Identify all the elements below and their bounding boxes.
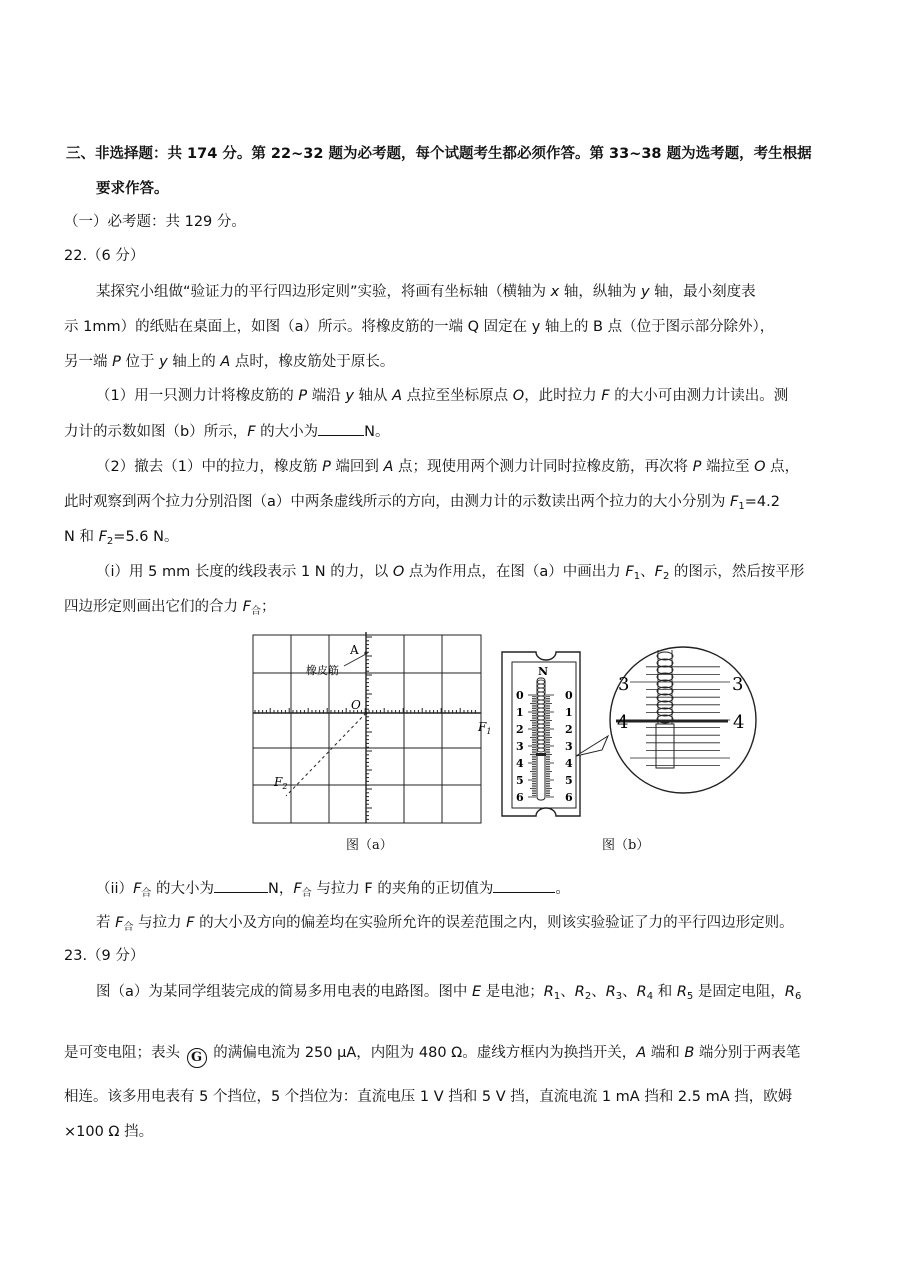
- scale-label-right: 5: [565, 774, 573, 787]
- label-A: A: [350, 643, 359, 657]
- point-O: [364, 711, 367, 714]
- figure-a-caption: 图（a）: [346, 838, 393, 853]
- scale-label-left: 4: [516, 757, 524, 770]
- q22-part2-line2: 此时观察到两个拉力分别沿图（a）中两条虚线所示的方向，由测力计的示数读出两个拉力的大小分别为 $F_1=4.2$: [64, 494, 780, 512]
- q22-part1-line1: （1）用一只测力计将橡皮筋的 P 端沿 y 轴从 A 点拉至坐标原点 O，此时拉力 F 的大小可由测力计读出。测: [96, 388, 789, 404]
- scale-label-left: 1: [516, 706, 524, 719]
- section-heading-line2: 要求作答。: [96, 181, 169, 197]
- spring-coil: [538, 712, 545, 716]
- scale-label-left: 6: [516, 791, 524, 804]
- spring-coil: [538, 700, 545, 704]
- q23-line2: 是可变电阻；表头 G 的满偏电流为 250 μA，内阻为 480 Ω。虚线方框内为换挡开关，A 端和 B 端分别于两表笔: [64, 1040, 800, 1068]
- q22-number: 22.（6 分）: [64, 248, 145, 264]
- q22-part2-line1: （2）撤去（1）中的拉力，橡皮筋 P 端回到 A 点；现使用两个测力计同时拉橡皮筋，再次将 P 端拉至 O 点，: [96, 459, 800, 475]
- spring-coil: [538, 744, 545, 748]
- F2-direction-dashed-line: [286, 713, 366, 796]
- q22-parti-line2: 四边形定则画出它们的合力 $F_合$；: [64, 599, 276, 617]
- q22-conclusion: 若 $F_合$ 与拉力 F 的大小及方向的偏差均在实验所允许的误差范围之内，则该实验验证了力的平行四边形定则。: [96, 915, 794, 933]
- figure-a: [250, 632, 490, 832]
- spring-coil: [538, 708, 545, 712]
- spring-coil: [538, 740, 545, 744]
- scale-label-right: 2: [565, 723, 573, 736]
- q23-number: 23.（9 分）: [64, 948, 145, 964]
- q22-parti-line1: （i）用 5 mm 长度的线段表示 1 N 的力，以 O 点为作用点，在图（a）中画出力 $F_1$、$F_2$ 的图示，然后按平形: [96, 564, 805, 582]
- q22-part1-line2: 力计的示数如图（b）所示，F 的大小为 N。: [64, 421, 390, 442]
- galvanometer-icon: G: [187, 1048, 207, 1068]
- scale-label-right: 4: [565, 757, 573, 770]
- spring-coil: [538, 704, 545, 708]
- zoom-label-3-right: 3: [732, 674, 744, 695]
- scale-label-left: 5: [516, 774, 524, 787]
- scale-label-left: 3: [516, 740, 524, 753]
- scale-label-right: 0: [565, 689, 573, 702]
- scale-label-right: 3: [565, 740, 573, 753]
- spring-coil: [538, 684, 545, 688]
- label-O: O: [351, 698, 361, 712]
- scale-label-left: 2: [516, 723, 524, 736]
- spring-coil: [538, 748, 545, 752]
- q23-line3: 相连。该多用电表有 5 个挡位，5 个挡位为：直流电压 1 V 挡和 5 V 挡，直流电流 1 mA 挡和 2.5 mA 挡，欧姆: [64, 1089, 793, 1105]
- point-A: [364, 651, 367, 654]
- zoom-callout: [576, 736, 608, 756]
- q22-partii: $(ii)F_合$ 的大小为 N，$F_合$ 与拉力 F 的夹角的正切值为 。: [96, 878, 570, 904]
- spring-coil: [538, 728, 545, 732]
- label-F2: $F_2$: [274, 775, 288, 791]
- answer-blank-Fhe[interactable]: [214, 878, 268, 893]
- figure-b-caption: 图（b）: [602, 838, 650, 853]
- answer-blank-F[interactable]: [318, 421, 364, 436]
- q23-line4: ×100 Ω 挡。: [64, 1124, 154, 1140]
- answer-blank-tangent[interactable]: [493, 878, 555, 893]
- spring-coil: [538, 736, 545, 740]
- q22-part2-line3: N 和 $F_2=5.6$ N。: [64, 529, 179, 547]
- zoom-label-4-left: 4: [617, 712, 629, 733]
- spring-coil: [538, 680, 545, 684]
- label-rubber-band: 橡皮筋: [306, 664, 339, 677]
- spring-coil: [538, 720, 545, 724]
- zoom-label-4-right: 4: [733, 712, 745, 733]
- q22-intro-line3: 另一端 P 位于 y 轴上的 A 点时，橡皮筋处于原长。: [64, 354, 395, 370]
- q22-intro-line1: 某探究小组做“验证力的平行四边形定则”实验，将画有坐标轴（横轴为 x 轴，纵轴为 y 轴，最小刻度表: [96, 284, 756, 300]
- q23-line1: 图（a）为某同学组装完成的简易多用电表的电路图。图中 E 是电池；$R_1$、$R_2$、$R_3$、$R_4$ 和 $R_5$ 是固定电阻，$R_6$: [96, 984, 802, 1002]
- spring-coil: [538, 688, 545, 692]
- q22-intro-line2: 示 1mm）的纸贴在桌面上，如图（a）所示。将橡皮筋的一端 Q 固定在 y 轴上的 B 点（位于图示部分除外），: [64, 319, 775, 335]
- spring-coil: [538, 692, 545, 696]
- section-heading-line1: 三、非选择题：共 174 分。第 22~32 题为必考题，每个试题考生都必须作答。第 33~38 题为选考题，考生根据: [66, 146, 812, 162]
- scale-pointer: [536, 753, 546, 756]
- spring-coil: [538, 724, 545, 728]
- zoom-label-3-left: 3: [618, 674, 630, 695]
- figure-b: [498, 640, 758, 830]
- label-F1: $F_1$: [478, 720, 492, 736]
- spring-coil: [538, 696, 545, 700]
- spring-coil: [538, 732, 545, 736]
- spring-coil: [538, 716, 545, 720]
- scale-unit: N: [538, 665, 549, 678]
- scale-label-right: 1: [565, 706, 573, 719]
- scale-label-left: 0: [516, 689, 524, 702]
- scale-label-right: 6: [565, 791, 573, 804]
- sub-heading: （一）必考题：共 129 分。: [64, 214, 246, 230]
